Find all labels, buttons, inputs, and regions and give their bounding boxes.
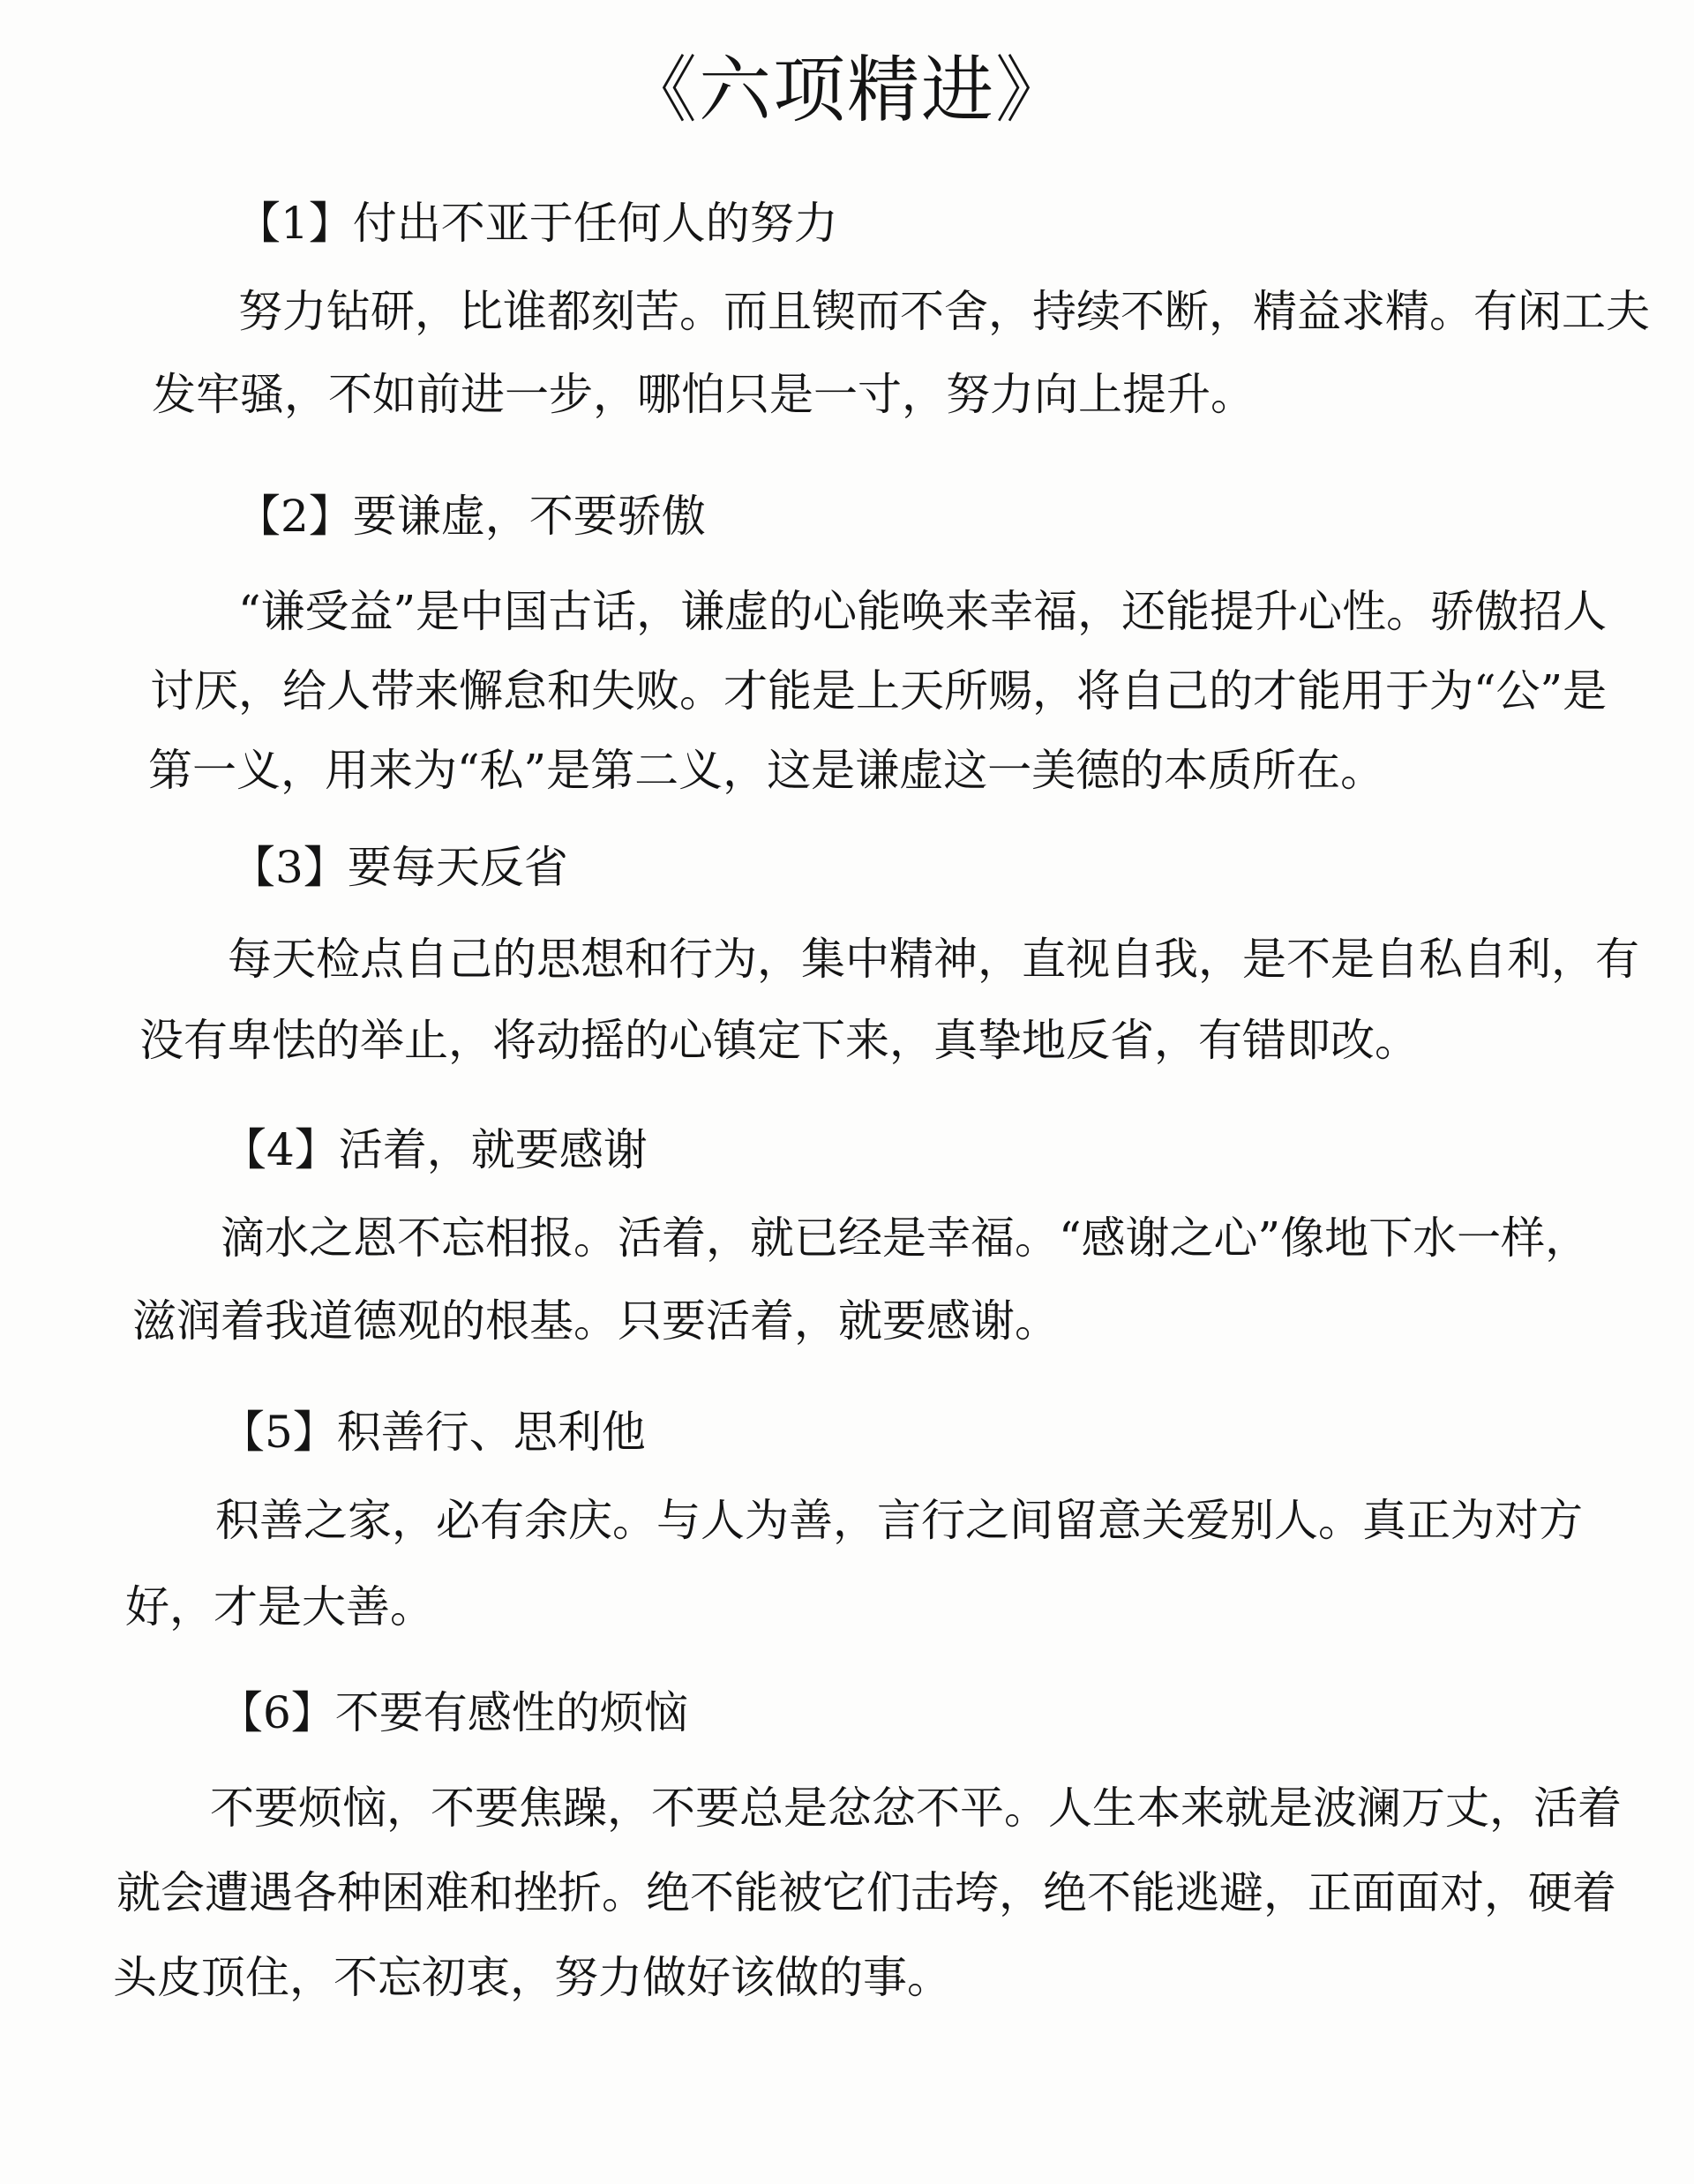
section-heading: 【4】活着，就要感谢 — [222, 1124, 648, 1175]
paragraph-line: 第一义，用来为“私”是第二义，这是谦虚这一美德的本质所在。 — [148, 745, 1385, 796]
paragraph-line: 积善之家，必有余庆。与人为善，言行之间留意关爱别人。真正为对方 — [215, 1495, 1583, 1546]
paragraph-line: 发牢骚，不如前进一步，哪怕只是一寸，努力向上提升。 — [152, 369, 1255, 420]
paragraph-line: 讨厌，给人带来懈怠和失败。才能是上天所赐，将自己的才能用于为“公”是 — [150, 665, 1608, 717]
section-heading: 【1】付出不亚于任何人的努力 — [236, 198, 838, 249]
paragraph-line: 努力钻研，比谁都刻苦。而且锲而不舍，持续不断，精益求精。有闲工夫 — [238, 286, 1650, 337]
section-heading: 【6】不要有感性的烦恼 — [219, 1687, 688, 1738]
document-title: 《六项精进》 — [624, 49, 1069, 132]
paragraph-line: 滴水之恩不忘相报。活着，就已经是幸福。“感谢之心”像地下水一样， — [221, 1212, 1590, 1264]
section-heading: 【3】要每天反省 — [231, 842, 568, 893]
section-heading: 【2】要谦虚，不要骄傲 — [236, 491, 706, 542]
section-heading: 【5】积善行、思利他 — [221, 1407, 646, 1458]
paragraph-line: 滋润着我道德观的根基。只要活着，就要感谢。 — [132, 1295, 1059, 1347]
paragraph-line: 每天检点自己的思想和行为，集中精神，直视自我，是不是自私自利，有 — [228, 934, 1639, 985]
paragraph-line: 没有卑怯的举止，将动摇的心镇定下来，真挚地反省，有错即改。 — [139, 1015, 1419, 1066]
paragraph-line: 不要烦恼，不要焦躁，不要总是忿忿不平。人生本来就是波澜万丈，活着 — [210, 1782, 1622, 1834]
paragraph-line: 好，才是大善。 — [125, 1581, 434, 1632]
paragraph-line: “谦受益”是中国古话，谦虚的心能唤来幸福，还能提升心性。骄傲招人 — [238, 586, 1608, 637]
paragraph-line: 头皮顶住，不忘初衷，努力做好该做的事。 — [113, 1952, 951, 2003]
paragraph-line: 就会遭遇各种困难和挫折。绝不能被它们击垮，绝不能逃避，正面面对，硬着 — [116, 1867, 1616, 1918]
